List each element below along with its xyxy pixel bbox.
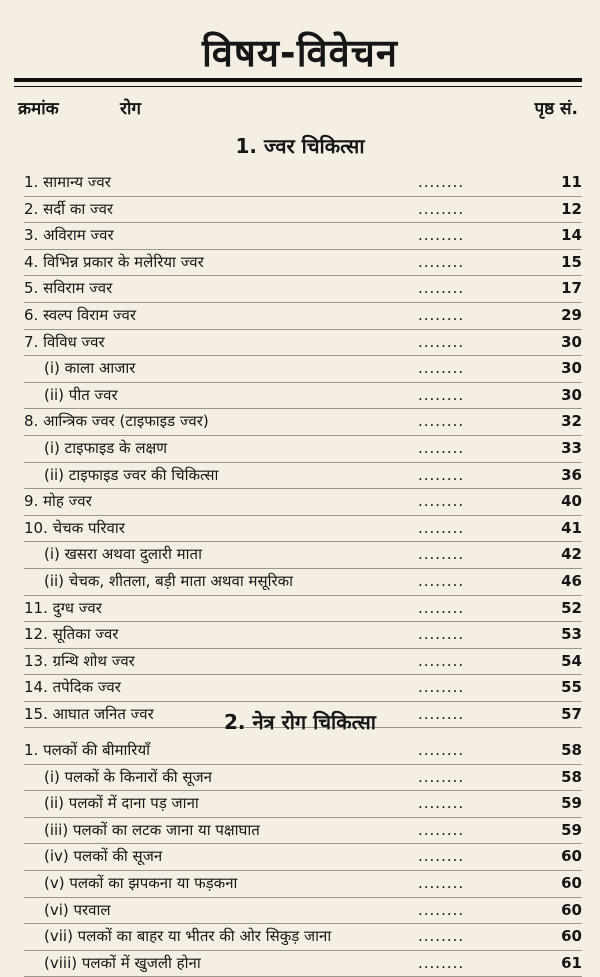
entry-title: 5. सविराम ज्वर [24, 279, 113, 298]
entry-leader-dots: ........ [418, 741, 465, 759]
toc-entry [24, 463, 582, 490]
toc-entry [24, 738, 582, 765]
entry-leader-dots: ........ [418, 767, 465, 786]
entry-page-number: 60 [561, 900, 582, 919]
entry-leader-dots: ........ [418, 492, 465, 511]
toc-entry [24, 489, 582, 516]
entry-leader-dots: ........ [418, 900, 465, 919]
entry-title: 13. ग्रन्थि शोथ ज्वर [24, 651, 135, 670]
eye-entries [24, 738, 582, 977]
entry-page-number: 60 [561, 873, 582, 892]
toc-entry [24, 871, 582, 898]
entry-page-number: 15 [561, 252, 582, 271]
entry-title: (viii) पलकों में खुजली होना [44, 953, 201, 972]
entry-page-number: 17 [561, 279, 582, 298]
entry-title: (i) टाइफाइड के लक्षण [44, 438, 168, 457]
entry-page-number: 30 [561, 359, 582, 378]
entry-title: 11. दुग्ध ज्वर [24, 598, 102, 617]
entry-page-number: 60 [561, 927, 582, 946]
toc-entry [24, 436, 582, 463]
entry-page-number: 59 [561, 794, 582, 813]
entry-page-number: 60 [561, 847, 582, 866]
toc-entry [24, 818, 582, 845]
toc-entry [24, 276, 582, 303]
toc-entry [24, 223, 582, 250]
entry-title: 9. मोह ज्वर [24, 492, 92, 511]
section-heading-eye: 2. नेत्र रोग चिकित्सा [223, 710, 376, 734]
entry-title: 8. आन्त्रिक ज्वर (टाइफाइड ज्वर) [24, 412, 209, 431]
entry-title: 6. स्वल्प विराम ज्वर [24, 305, 137, 324]
entry-title: (ii) पलकों में दाना पड़ जाना [44, 794, 199, 813]
entry-title: 3. अविराम ज्वर [24, 226, 114, 245]
toc-entry [24, 542, 582, 569]
toc-entry [24, 924, 582, 951]
entry-leader-dots: ........ [418, 279, 465, 298]
entry-page-number: 52 [561, 598, 582, 617]
entry-leader-dots: ........ [418, 332, 465, 351]
entry-page-number: 59 [561, 820, 582, 839]
entry-title: 15. आघात जनित ज्वर [24, 704, 154, 723]
entry-title: 14. तपेदिक ज्वर [24, 678, 121, 697]
entry-page-number: 57 [561, 704, 582, 723]
entry-title: (ii) पीत ज्वर [44, 385, 118, 404]
toc-entry [24, 356, 582, 383]
entry-title: (vii) पलकों का बाहर या भीतर की ओर सिकुड़ जाना [44, 927, 332, 946]
toc-entry [24, 170, 582, 197]
section-heading-fever: 1. ज्वर चिकित्सा [235, 134, 365, 158]
entry-page-number: 53 [561, 625, 582, 644]
entry-page-number: 58 [561, 741, 582, 759]
entry-page-number: 55 [561, 678, 582, 697]
entry-leader-dots: ........ [418, 359, 465, 378]
entry-page-number: 12 [561, 199, 582, 218]
toc-entry [24, 791, 582, 818]
entry-page-number: 29 [561, 305, 582, 324]
title-rule-thin [14, 86, 582, 87]
toc-entry [24, 197, 582, 224]
column-header [18, 96, 578, 122]
entry-title: (iii) पलकों का लटक जाना या पक्षाघात [44, 820, 260, 839]
entry-title: 12. सूतिका ज्वर [24, 625, 119, 644]
entry-title: 7. विविध ज्वर [24, 332, 105, 351]
entry-title: 10. चेचक परिवार [24, 518, 125, 537]
entry-leader-dots: ........ [418, 438, 465, 457]
entry-title: (vi) परवाल [44, 900, 111, 919]
entry-leader-dots: ........ [418, 651, 465, 670]
entry-page-number: 32 [561, 412, 582, 431]
entry-title: (i) काला आजार [44, 359, 136, 378]
entry-page-number: 30 [561, 385, 582, 404]
entry-leader-dots: ........ [418, 518, 465, 537]
entry-title: (i) खसरा अथवा दुलारी माता [44, 545, 202, 564]
entry-title: (v) पलकों का झपकना या फड़कना [44, 873, 238, 892]
entry-title: 1. सामान्य ज्वर [24, 173, 111, 191]
fever-entries [24, 170, 582, 728]
entry-leader-dots: ........ [418, 412, 465, 431]
toc-entry [24, 516, 582, 543]
toc-entry [24, 596, 582, 623]
entry-leader-dots: ........ [418, 173, 465, 191]
toc-entry [24, 569, 582, 596]
entry-title: (ii) टाइफाइड ज्वर की चिकित्सा [44, 465, 219, 484]
entry-page-number: 42 [561, 545, 582, 564]
entry-leader-dots: ........ [418, 625, 465, 644]
entry-title: 2. सर्दी का ज्वर [24, 199, 114, 218]
entry-title: (ii) चेचक, शीतला, बड़ी माता अथवा मसूरिका [44, 571, 294, 590]
toc-entry [24, 898, 582, 925]
page-title: विषय-विवेचन [201, 31, 399, 75]
entry-page-number: 61 [561, 953, 582, 972]
entry-leader-dots: ........ [418, 927, 465, 946]
entry-title: 1. पलकों की बीमारियाँ [24, 741, 151, 759]
entry-page-number: 11 [561, 173, 582, 191]
entry-page-number: 46 [561, 571, 582, 590]
disease-column-heading: रोग [120, 99, 141, 119]
entry-leader-dots: ........ [418, 571, 465, 590]
entry-leader-dots: ........ [418, 199, 465, 218]
toc-entry [24, 675, 582, 702]
entry-leader-dots: ........ [418, 678, 465, 697]
toc-entry [24, 250, 582, 277]
title-rule-thick [14, 78, 582, 82]
entry-page-number: 30 [561, 332, 582, 351]
entry-leader-dots: ........ [418, 820, 465, 839]
toc-entry [24, 409, 582, 436]
serial-column-heading: क्रमांक [18, 99, 59, 119]
entry-page-number: 33 [561, 438, 582, 457]
entry-leader-dots: ........ [418, 704, 465, 723]
entry-page-number: 54 [561, 651, 582, 670]
entry-leader-dots: ........ [418, 305, 465, 324]
entry-page-number: 14 [561, 226, 582, 245]
entry-leader-dots: ........ [418, 252, 465, 271]
entry-leader-dots: ........ [418, 545, 465, 564]
entry-page-number: 40 [561, 492, 582, 511]
entry-page-number: 58 [561, 767, 582, 786]
entry-leader-dots: ........ [418, 953, 465, 972]
page-column-heading: पृष्ठ सं. [534, 99, 578, 119]
entry-leader-dots: ........ [418, 847, 465, 866]
toc-entry [24, 765, 582, 792]
toc-entry [24, 303, 582, 330]
entry-title: 4. विभिन्न प्रकार के मलेरिया ज्वर [24, 252, 204, 271]
entry-page-number: 41 [561, 518, 582, 537]
entry-page-number: 36 [561, 465, 582, 484]
entry-title: (i) पलकों के किनारों की सूजन [44, 767, 212, 786]
entry-title: (iv) पलकों की सूजन [44, 847, 163, 866]
toc-entry [24, 649, 582, 676]
toc-entry [24, 383, 582, 410]
entry-leader-dots: ........ [418, 598, 465, 617]
entry-leader-dots: ........ [418, 385, 465, 404]
entry-leader-dots: ........ [418, 873, 465, 892]
entry-leader-dots: ........ [418, 465, 465, 484]
toc-entry [24, 330, 582, 357]
entry-leader-dots: ........ [418, 794, 465, 813]
entry-leader-dots: ........ [418, 226, 465, 245]
toc-entry [24, 951, 582, 977]
toc-entry [24, 622, 582, 649]
toc-entry [24, 844, 582, 871]
